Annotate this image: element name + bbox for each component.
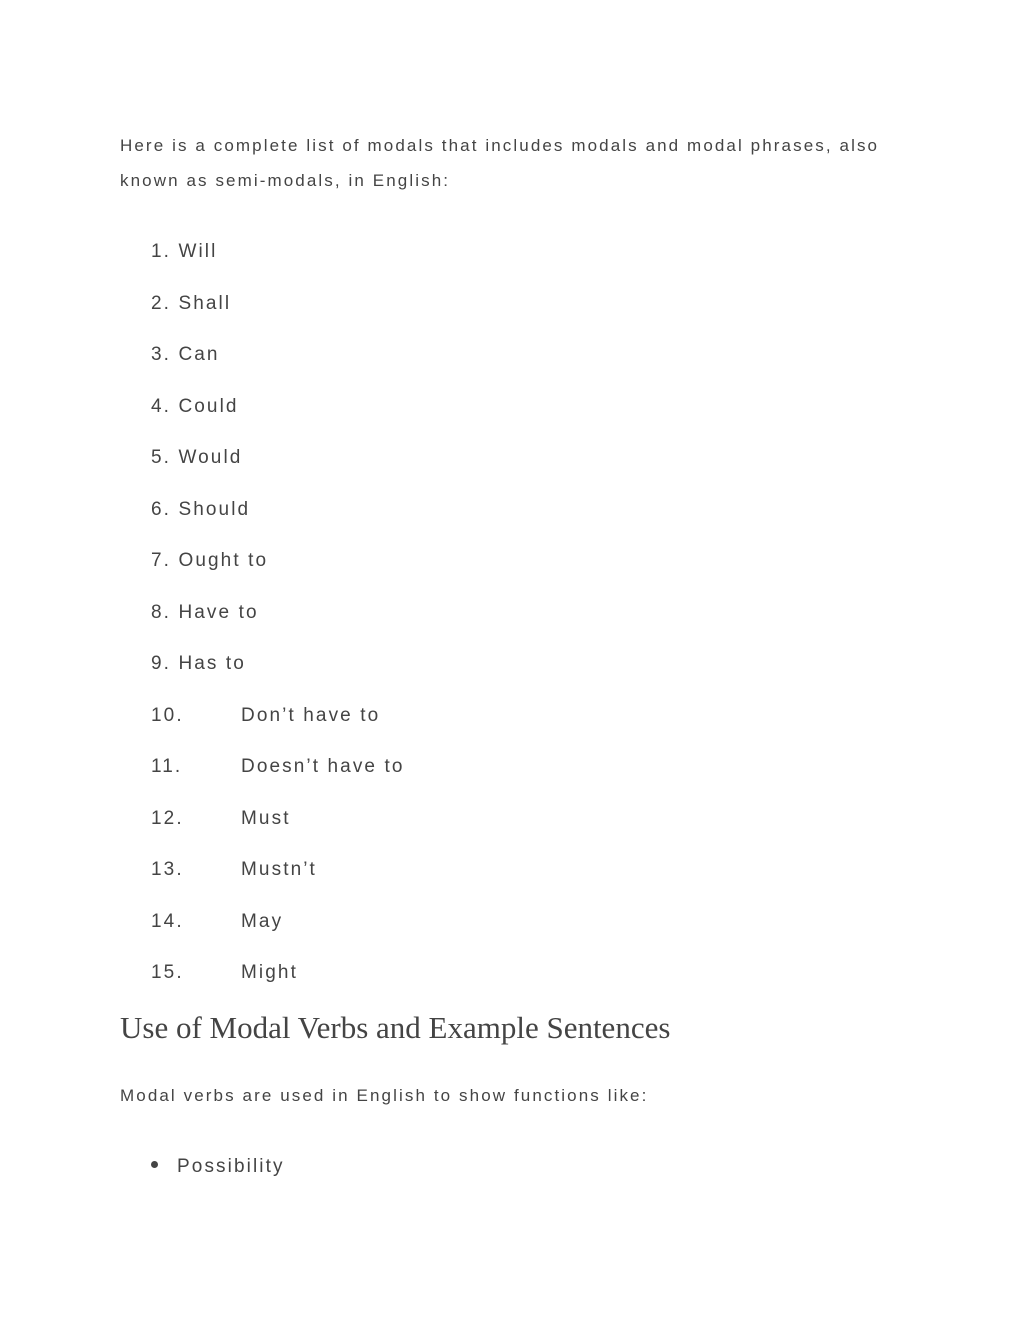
- list-item: [151, 956, 405, 1008]
- list-item: [151, 287, 405, 339]
- item-label: Ought to: [178, 550, 269, 571]
- item-number: 5.: [151, 447, 172, 468]
- item-label: Would: [178, 447, 243, 468]
- list-item: [151, 905, 405, 957]
- item-label: Could: [178, 395, 239, 417]
- section-lead-paragraph: Modal verbs are used in English to show functions like:: [120, 1086, 649, 1105]
- item-label: Shall: [178, 292, 232, 314]
- item-number: 7.: [151, 550, 172, 571]
- intro-paragraph: Here is a complete list of modals that includes modals and modal phrases, also known as semi-modals, in English:: [120, 136, 880, 190]
- list-item: [151, 338, 405, 390]
- section-heading: Use of Modal Verbs and Example Sentences: [120, 1010, 671, 1045]
- list-item: [151, 235, 405, 287]
- item-label: Mustn’t: [241, 859, 317, 880]
- item-number: 14.: [151, 910, 184, 932]
- modal-list: [151, 235, 405, 1008]
- item-label: Have to: [178, 601, 259, 623]
- list-item: [151, 802, 405, 854]
- item-label: Must: [241, 807, 291, 829]
- item-label: Should: [178, 498, 251, 520]
- item-number: 3.: [151, 344, 172, 365]
- list-item: [151, 853, 405, 905]
- item-number: 8.: [151, 601, 172, 623]
- item-number: 15.: [151, 962, 184, 983]
- item-label: May: [241, 910, 284, 932]
- item-number: 4.: [151, 395, 172, 417]
- list-item: [151, 596, 405, 648]
- item-number: 12.: [151, 807, 184, 829]
- item-number: 13.: [151, 859, 184, 880]
- item-label: Might: [241, 962, 298, 983]
- list-item: [151, 441, 405, 493]
- item-label: Doesn’t have to: [241, 756, 405, 777]
- list-item: [151, 647, 405, 699]
- list-item: [151, 544, 405, 596]
- item-number: 2.: [151, 292, 172, 314]
- item-number: 6.: [151, 498, 172, 520]
- item-label: Don’t have to: [241, 704, 381, 726]
- item-number: 1.: [151, 241, 172, 262]
- functions-list: [151, 1150, 285, 1184]
- item-label: Will: [178, 241, 218, 262]
- item-label: Possibility: [177, 1156, 285, 1177]
- item-label: Has to: [178, 653, 246, 674]
- item-number: 10.: [151, 704, 184, 726]
- list-item: [151, 390, 405, 442]
- list-item: [151, 493, 405, 545]
- item-number: 11.: [151, 756, 183, 777]
- list-item: [151, 1150, 285, 1184]
- bullet-dot-icon: [151, 1161, 158, 1168]
- item-number: 9.: [151, 653, 172, 674]
- list-item: [151, 750, 405, 802]
- list-item: [151, 699, 405, 751]
- item-label: Can: [178, 344, 220, 365]
